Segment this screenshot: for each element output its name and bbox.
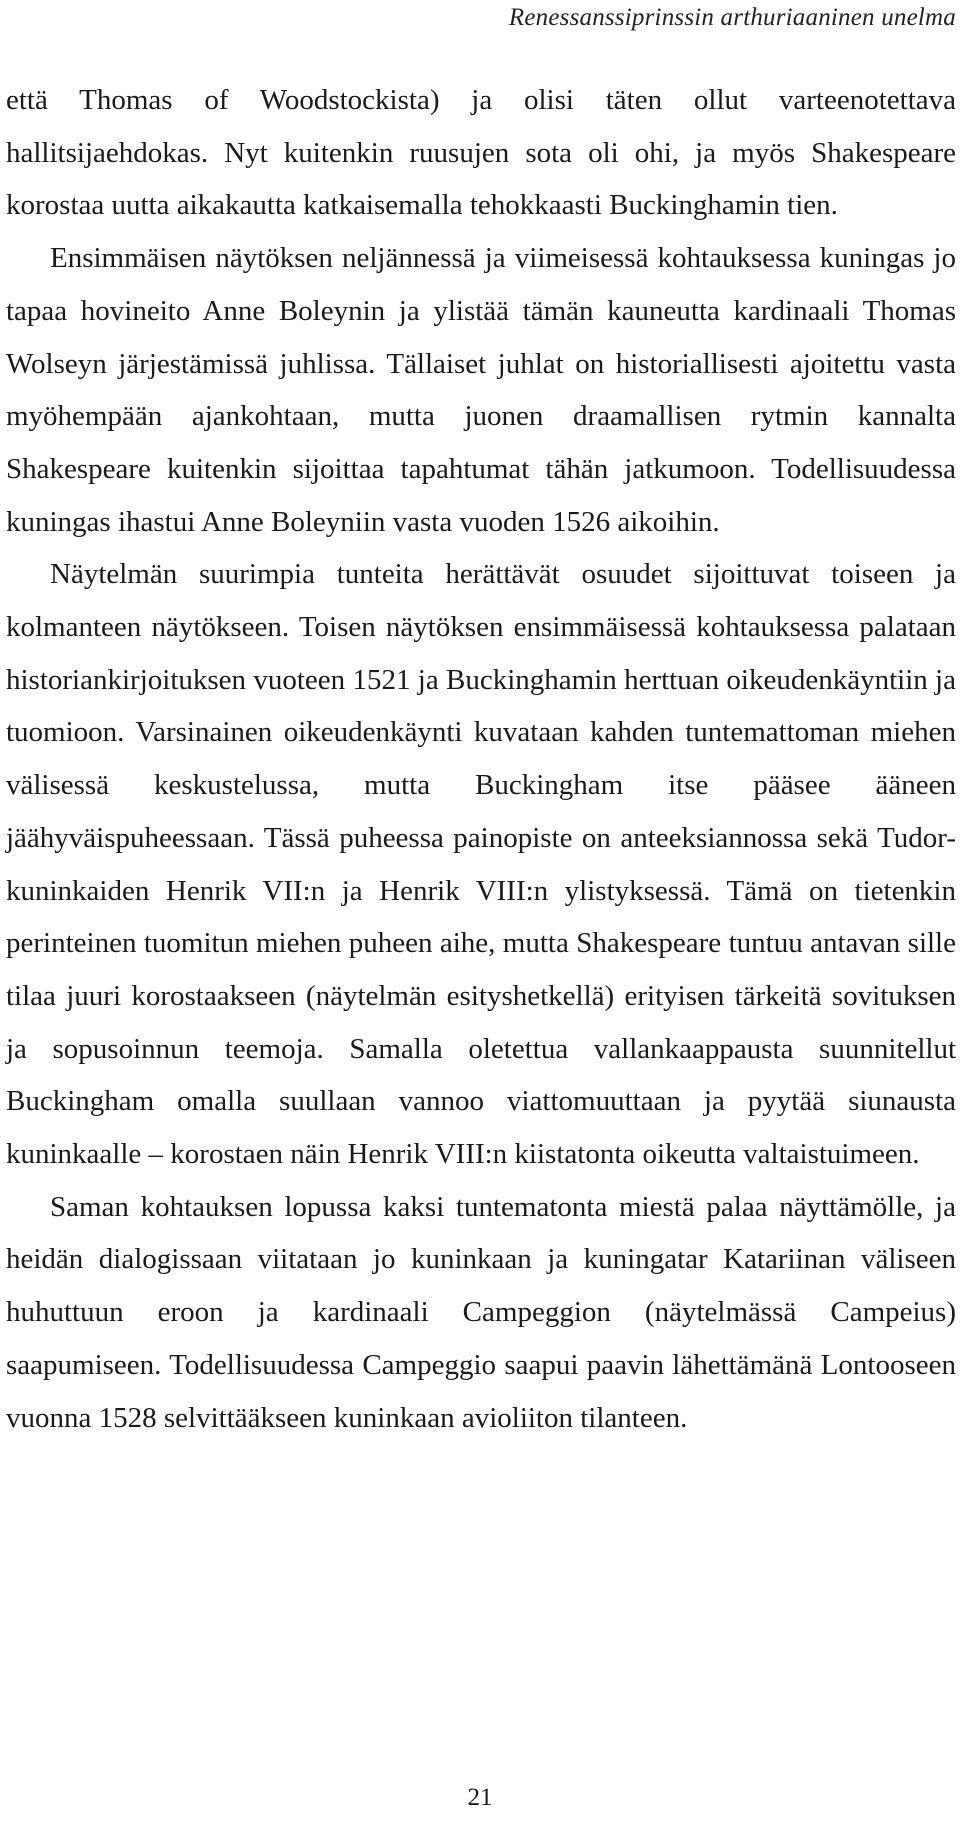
page-number: 21: [467, 1784, 493, 1811]
running-head: Renessanssiprinssin arthuriaaninen unelma: [508, 4, 956, 31]
paragraph: Saman kohtauksen lopussa kaksi tuntematonta miestä palaa näyttämölle, ja heidän dialogissaan viitataan jo kuninkaan ja kuningatar Katariinan väliseen huhuttuun eroon ja kardinaali Campeggion (näytelmässä Campeius) saapumiseen. Todellisuudessa Campeggio saapui paavin lähettämänä Lontooseen vuonna 1528 selvittääkseen kuninkaan avioliiton tilanteen.: [6, 1190, 956, 1434]
paragraph-continuation: että Thomas of Woodstockista) ja olisi täten ollut varteenotettava hallitsijaehdokas. Nyt kuitenkin ruusujen sota oli ohi, ja myös Shakespeare korostaa uutta aikakautta katkaisemalla tehokkaasti Buckinghamin tien.: [6, 84, 956, 222]
paragraph: Näytelmän suurimpia tunteita herättävät osuudet sijoittuvat toiseen ja kolmanteen näytökseen. Toisen näytöksen ensimmäisessä kohtauksessa palataan historiankirjoituksen vuoteen 1521 ja Buckinghamin herttuan oikeudenkäyntiin ja tuomioon. Varsinainen oikeudenkäynti kuvataan kahden tuntemattoman miehen välisessä keskustelussa, mutta Buckingham itse pääsee ääneen jäähyväispuheessaan. Tässä puheessa painopiste on anteeksiannossa sekä Tudor-kuninkaiden Henrik VII:n ja Henrik VIII:n ylistyksessä. Tämä on tietenkin perinteinen tuomitun miehen puheen aihe, mutta Shakespeare tuntuu antavan sille tilaa juuri korostaakseen (näytelmän esityshetkellä) erityisen tärkeitä sovituksen ja sopusoinnun teemoja. Samalla oletettua vallankaappausta suunnitellut Buckingham omalla suullaan vannoo viattomuuttaan ja pyytää siunausta kuninkaalle – korostaen näin Henrik VIII:n kiistatonta oikeutta valtaistuimeen.: [6, 558, 956, 1171]
paragraph: Ensimmäisen näytöksen neljännessä ja viimeisessä kohtauksessa kuningas jo tapaa hovineito Anne Boleynin ja ylistää tämän kauneutta kardinaali Thomas Wolseyn järjestämissä juhlissa. Tällaiset juhlat on historiallisesti ajoitettu vasta myöhempään ajankohtaan, mutta juonen draamallisen rytmin kannalta Shakespeare kuitenkin sijoittaa tapahtumat tähän jatkumoon. Todellisuudessa kuningas ihastui Anne Boleyniin vasta vuoden 1526 aikoihin.: [6, 242, 956, 538]
body-text: [6, 74, 956, 1444]
